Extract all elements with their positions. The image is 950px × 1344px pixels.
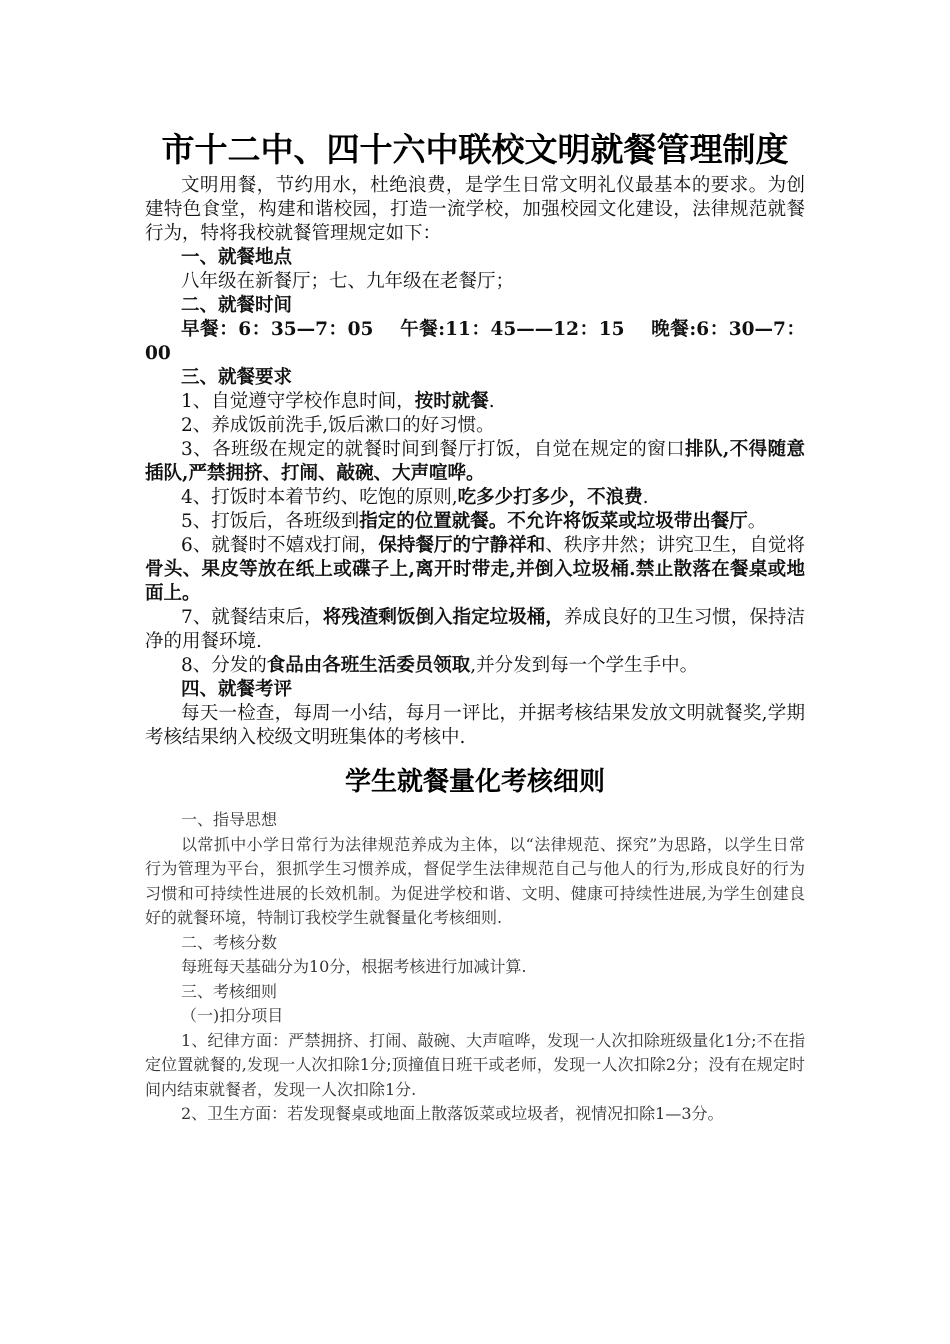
heading-dining-requirements: 三、就餐要求 (181, 367, 293, 388)
requirement-text: 6、就餐时不嬉戏打闹， (181, 535, 379, 556)
guiding-ideology-text: 以常抓中小学日常行为法律规范养成为主体，以“法律规范、探究”为思路，以学生日常行为管理为平台，狠抓学生习惯养成，督促学生法律规范自己与他人的行为,形成良好的行为习惯和可持续性进展的长效机制。为促进学校和谐、文明、健康可持续性进展,为学生创建良好的就餐环境，特制订我校学生就餐量化考核细则. (145, 834, 805, 927)
intro-paragraph: 文明用餐，节约用水，杜绝浪费，是学生日常文明礼仪最基本的要求。为创建特色食堂，构建和谐校园，打造一流学校，加强校园文化建设，法律规范就餐行为，特将我校就餐管理规定如下： (145, 175, 805, 244)
dining-evaluation-text: 每天一检查，每周一小结，每月一评比，并据考核结果发放文明就餐奖,学期考核结果纳入校级文明班集体的考核中. (145, 703, 805, 748)
requirement-emphasis: 按时就餐 (414, 391, 489, 412)
heading-dining-time: 二、就餐时间 (181, 295, 293, 316)
requirement-item-1 (145, 390, 805, 414)
requirement-emphasis: 排队,不得随意插队,严禁拥挤、打闹、敲碗、大声喧哗。 (145, 439, 805, 484)
requirement-emphasis: 指定的位置就餐。不允许将饭菜或垃圾带出餐厅 (359, 511, 748, 532)
requirement-item-6 (145, 534, 805, 606)
dining-location-text: 八年级在新餐厅；七、九年级在老餐厅； (181, 271, 515, 292)
requirement-text: 养成良好的卫生习惯，保持洁净的用餐环境. (145, 607, 805, 652)
requirement-text: 4、打饭时本着节约、吃饱的原则, (181, 487, 458, 508)
deduction-discipline-text: 1、纪律方面：严禁拥挤、打闹、敲碗、大声喧哗，发现一人次扣除班级量化1分;不在指定位置就餐的,发现一人次扣除1分;顶撞值日班干或老师，发现一人次扣除2分；没有在规定时间内结束就餐者，发现一人次扣除1分. (145, 1030, 805, 1099)
requirement-emphasis: 将残渣剩饭倒入指定垃圾桶， (322, 607, 564, 628)
requirement-emphasis: 食品由各班生活委员领取 (266, 655, 471, 676)
requirement-text: 5、打饭后，各班级到 (181, 511, 360, 532)
requirement-text: . (642, 487, 649, 508)
requirement-emphasis: 吃多少打多少，不浪费 (457, 487, 643, 508)
heading-dining-evaluation: 四、就餐考评 (181, 679, 293, 700)
rules-title: 学生就餐量化考核细则 (344, 767, 605, 797)
requirement-item-2: 2、养成饭前洗手,饭后漱口的好习惯。 (181, 415, 495, 436)
requirement-text: 7、就餐结束后， (181, 607, 323, 628)
requirement-text: . (488, 391, 495, 412)
requirement-emphasis: 骨头、果皮等放在纸上或碟子上,离开时带走,并倒入垃圾桶.禁止散落在餐桌或地面上。 (145, 559, 805, 604)
heading-assessment-score: 二、考核分数 (181, 932, 278, 952)
requirement-text: 1、自觉遵守学校作息时间， (181, 391, 415, 412)
heading-deduction-items: （一)扣分项目 (181, 1006, 284, 1025)
requirement-text: 3、各班级在规定的就餐时间到餐厅打饭，自觉在规定的窗口 (181, 439, 686, 460)
requirement-item-4 (145, 486, 805, 510)
requirement-text: 。 (747, 511, 767, 532)
deduction-hygiene-text: 2、卫生方面：若发现餐桌或地面上散落饭菜或垃圾者，视情况扣除1—3分。 (181, 1104, 724, 1123)
heading-dining-location: 一、就餐地点 (181, 247, 293, 268)
requirement-text: 8、分发的 (181, 655, 267, 676)
requirement-emphasis: 保持餐厅的宁静祥和 (378, 535, 546, 556)
management-rules-section (145, 174, 805, 750)
requirement-item-3 (145, 438, 805, 486)
requirement-item-7 (145, 606, 805, 654)
requirement-text: 、秩序井然；讲究卫生，自觉将 (545, 535, 805, 556)
document-content (145, 128, 805, 1127)
heading-guiding-ideology: 一、指导思想 (181, 810, 278, 829)
requirement-text: ,并分发到每一个学生手中。 (470, 655, 699, 676)
requirement-item-5 (145, 510, 805, 534)
dining-time-text: 早餐：6：35—7：05 午餐:11：45——12：15 晚餐:6：30—7：00 (145, 319, 805, 364)
quantitative-rules-section (145, 808, 805, 1127)
requirement-item-8 (145, 654, 805, 678)
assessment-score-text: 每班每天基础分为10分，根据考核进行加减计算. (181, 957, 527, 976)
heading-assessment-details: 三、考核细则 (181, 981, 278, 1001)
document-title: 市十二中、四十六中联校文明就餐管理制度 (161, 130, 789, 169)
